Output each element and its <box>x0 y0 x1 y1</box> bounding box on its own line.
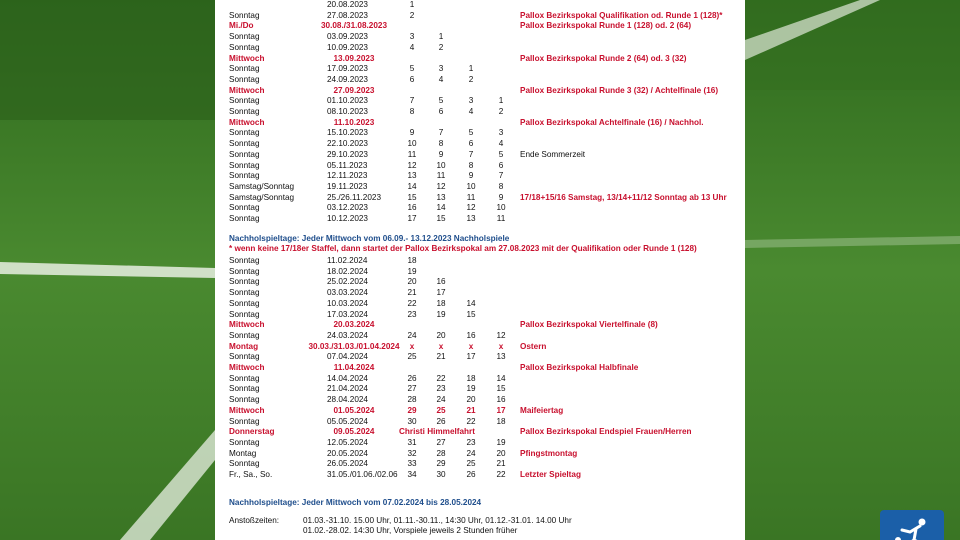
schedule-row <box>229 288 739 299</box>
schedule-row <box>229 459 739 470</box>
day-cell: Sonntag <box>229 64 260 74</box>
date-cell: 20.05.2024 <box>327 448 368 458</box>
matchday-cell: 1 <box>498 96 504 106</box>
schedule-row <box>229 417 739 428</box>
matchday-cell: 4 <box>409 42 415 52</box>
matchday-cell: 15 <box>436 214 446 223</box>
matchday-cell: 16 <box>496 395 506 405</box>
nachhol-note-1: Nachholspieltage: Jeder Mittwoch vom 06.09.- 13.12.2023 Nachholspiele <box>229 234 510 243</box>
date-cell: 30.03./31.03./01.04.2024 <box>308 341 400 351</box>
matchday-cell: 3 <box>409 32 415 42</box>
matchday-cell: 3 <box>468 96 474 106</box>
date-cell: 17.03.2024 <box>327 309 368 319</box>
matchday-cell: 31 <box>407 437 417 447</box>
schedule-row <box>229 43 739 54</box>
kickoff-line-1: 01.03.-31.10. 15.00 Uhr, 01.11.-30.11., 14:30 Uhr, 01.12.-31.01. 14.00 Uhr <box>303 516 572 525</box>
schedule-row <box>229 299 739 310</box>
matchday-cell: 15 <box>496 384 506 394</box>
matchday-cell: 1 <box>409 0 415 9</box>
schedule-row <box>229 256 739 267</box>
day-cell: Montag <box>229 448 257 458</box>
matchday-cell: 5 <box>468 128 474 138</box>
matchday-cell: 7 <box>409 96 415 106</box>
matchday-cell: 9 <box>498 192 504 202</box>
footnote: * wenn keine 17/18er Staffel, dann startet der Pallox Bezirkspokal am 27.08.2023 mit der Qualifikation oder Runde 1 (128) <box>229 244 697 253</box>
schedule-row <box>229 267 739 278</box>
date-cell: 12.11.2023 <box>327 171 368 181</box>
matchday-cell: 18 <box>436 298 446 308</box>
matchday-cell: 17 <box>496 405 506 415</box>
matchday-cell: 5 <box>498 149 504 159</box>
day-cell: Samstag/Sonntag <box>229 192 295 202</box>
matchday-cell: 18 <box>466 373 476 383</box>
matchday-cell: 26 <box>466 470 476 479</box>
day-cell: Sonntag <box>229 32 260 42</box>
schedule-row <box>229 438 739 449</box>
matchday-cell: 17 <box>466 352 476 362</box>
matchday-cell: 10 <box>436 160 446 170</box>
date-cell: 30.08./31.08.2023 <box>320 21 388 31</box>
schedule-row <box>229 427 739 438</box>
matchday-cell: 34 <box>407 470 417 479</box>
schedule-row <box>229 374 739 385</box>
matchday-cell: 4 <box>468 107 474 116</box>
schedule-row <box>229 21 739 32</box>
date-cell: 14.04.2024 <box>327 373 368 383</box>
matchday-cell: 6 <box>498 160 504 170</box>
matchday-cell: 25 <box>466 459 476 469</box>
day-cell: Sonntag <box>229 298 260 308</box>
date-cell: 01.10.2023 <box>327 96 368 106</box>
matchday-cell: 23 <box>466 437 476 447</box>
day-cell: Mittwoch <box>229 363 265 372</box>
matchday-cell: 19 <box>407 266 417 276</box>
day-cell: Mittwoch <box>229 320 265 330</box>
schedule-row <box>229 118 739 129</box>
date-cell: 25./26.11.2023 <box>327 192 382 202</box>
date-cell: 17.09.2023 <box>327 64 368 74</box>
date-cell: 03.09.2023 <box>327 32 368 42</box>
schedule-row <box>229 406 739 417</box>
matchday-cell: 24 <box>407 330 417 340</box>
date-cell: 22.10.2023 <box>327 139 368 149</box>
matchday-cell: 4 <box>498 139 504 149</box>
kickoff-label: Anstoßzeiten: <box>229 516 280 525</box>
matchday-cell: 28 <box>407 395 417 405</box>
matchday-cell: 17 <box>436 288 446 298</box>
schedule-row <box>229 0 739 11</box>
matchday-cell: 13 <box>496 352 506 362</box>
matchday-cell: 21 <box>407 288 417 298</box>
matchday-cell: 14 <box>436 203 446 213</box>
matchday-cell: 16 <box>436 277 446 287</box>
day-cell: Sonntag <box>229 171 260 181</box>
note-cell: 17/18+15/16 Samstag, 13/14+11/12 Sonntag ab 13 Uhr <box>520 192 727 202</box>
matchday-cell: 22 <box>466 416 476 426</box>
day-cell: Sonntag <box>229 256 260 265</box>
matchday-cell: 4 <box>438 74 444 84</box>
matchday-cell: 6 <box>438 107 444 116</box>
matchday-cell: 22 <box>436 373 446 383</box>
matchday-cell: 10 <box>466 181 476 191</box>
note-cell: Ostern <box>520 341 547 351</box>
day-cell: Sonntag <box>229 384 260 394</box>
matchday-cell: 6 <box>468 139 474 149</box>
matchday-cell: 2 <box>409 10 415 20</box>
date-cell: 10.03.2024 <box>327 298 368 308</box>
schedule-row <box>229 54 739 65</box>
matchday-cell: 26 <box>436 416 446 426</box>
schedule-row <box>229 150 739 161</box>
date-cell: 20.03.2024 <box>333 320 375 330</box>
matchday-cell: 1 <box>438 32 444 42</box>
matchday-cell: 17 <box>407 214 417 223</box>
matchday-cell: 21 <box>496 459 506 469</box>
schedule-row <box>229 64 739 75</box>
matchday-cell: 28 <box>436 448 446 458</box>
matchday-cell: 16 <box>466 330 476 340</box>
matchday-cell: 8 <box>409 107 415 116</box>
schedule-row <box>229 11 739 22</box>
date-cell: 03.12.2023 <box>327 203 368 213</box>
matchday-cell: 32 <box>407 448 417 458</box>
schedule-row <box>229 214 739 225</box>
schedule-row <box>229 395 739 406</box>
day-cell: Sonntag <box>229 74 260 84</box>
matchday-cell: 7 <box>498 171 504 181</box>
matchday-cell: 11 <box>496 214 506 223</box>
date-cell: 28.04.2024 <box>327 395 368 405</box>
matchday-cell: 14 <box>407 181 417 191</box>
day-cell: Sonntag <box>229 373 260 383</box>
schedule-row <box>229 384 739 395</box>
note-cell: Pallox Bezirkspokal Viertelfinale (8) <box>520 320 658 330</box>
note-cell: Pallox Bezirkspokal Qualifikation od. Runde 1 (128)* <box>520 10 723 20</box>
matchday-cell: 12 <box>496 330 506 340</box>
day-cell: Sonntag <box>229 437 260 447</box>
note-cell: Pallox Bezirkspokal Halbfinale <box>520 363 639 372</box>
note-cell: Maifeiertag <box>520 405 564 415</box>
schedule-row <box>229 128 739 139</box>
matchday-cell: 12 <box>407 160 417 170</box>
day-cell: Mittwoch <box>229 53 265 63</box>
note-cell: Pallox Bezirkspokal Achtelfinale (16) / Nachhol. <box>520 117 704 127</box>
matchday-cell: 2 <box>498 107 504 116</box>
matchday-cell: 13 <box>407 171 417 181</box>
matchday-cell: 25 <box>407 352 417 362</box>
schedule-row <box>229 193 739 204</box>
matchday-cell: 11 <box>466 192 476 202</box>
schedule-row <box>229 310 739 321</box>
matchday-cell: 19 <box>466 384 476 394</box>
matchday-cell: 24 <box>436 395 446 405</box>
matchday-cell: 23 <box>407 309 417 319</box>
schedule-row <box>229 107 739 118</box>
date-cell: 27.09.2023 <box>333 85 375 95</box>
date-cell: 15.10.2023 <box>327 128 368 138</box>
schedule-row <box>229 320 739 331</box>
date-cell: 20.08.2023 <box>327 0 368 9</box>
football-player-icon[interactable] <box>880 510 944 540</box>
schedule-row <box>229 470 739 481</box>
matchday-cell: 22 <box>407 298 417 308</box>
date-cell: 10.09.2023 <box>327 42 368 52</box>
date-cell: 29.10.2023 <box>327 149 368 159</box>
matchday-cell: 29 <box>436 459 446 469</box>
note-cell: Ende Sommerzeit <box>520 149 586 159</box>
date-cell: 18.02.2024 <box>327 266 368 276</box>
matchday-cell: 3 <box>438 64 444 74</box>
day-cell: Sonntag <box>229 96 260 106</box>
day-cell: Sonntag <box>229 395 260 405</box>
schedule-row <box>229 342 739 353</box>
day-cell: Mittwoch <box>229 405 265 415</box>
schedule-row <box>229 277 739 288</box>
schedule-row <box>229 86 739 97</box>
day-cell: Mittwoch <box>229 117 265 127</box>
matchday-cell: 2 <box>468 74 474 84</box>
note-cell: Pallox Bezirkspokal Runde 3 (32) / Achtelfinale (16) <box>520 85 719 95</box>
matchday-cell: 20 <box>436 330 446 340</box>
matchday-cell: 12 <box>436 181 446 191</box>
date-cell: 11.02.2024 <box>327 256 368 265</box>
matchday-cell: 12 <box>466 203 476 213</box>
schedule-row <box>229 203 739 214</box>
matchday-cell: 27 <box>436 437 446 447</box>
matchday-cell: 19 <box>436 309 446 319</box>
schedule-row <box>229 96 739 107</box>
day-cell: Sonntag <box>229 160 260 170</box>
date-cell: 27.08.2023 <box>327 10 368 20</box>
day-cell: Sonntag <box>229 288 260 298</box>
matchday-cell: 14 <box>466 298 476 308</box>
schedule-row <box>229 449 739 460</box>
matchday-cell: 25 <box>436 405 446 415</box>
day-cell: Mittwoch <box>229 85 265 95</box>
note-cell: Pallox Bezirkspokal Runde 2 (64) od. 3 (32) <box>520 53 687 63</box>
matchday-cell: 29 <box>407 405 417 415</box>
matchday-cell: 15 <box>466 309 476 319</box>
note-cell: Letzter Spieltag <box>520 470 581 479</box>
date-cell: 24.03.2024 <box>327 330 368 340</box>
date-cell: 25.02.2024 <box>327 277 368 287</box>
date-cell: 13.09.2023 <box>333 53 375 63</box>
day-cell: Mi./Do <box>229 21 254 31</box>
matchday-cell: 11 <box>436 171 446 181</box>
schedule-row <box>229 331 739 342</box>
matchday-cell: 9 <box>409 128 415 138</box>
matchday-cell: x <box>498 341 504 351</box>
day-cell: Donnerstag <box>229 427 275 437</box>
day-cell: Montag <box>229 341 259 351</box>
day-cell: Fr., Sa., So. <box>229 470 273 479</box>
day-cell: Sonntag <box>229 459 260 469</box>
matchday-cell: 8 <box>468 160 474 170</box>
kickoff-line-2: 01.02.-28.02. 14:30 Uhr, Vorspiele jeweils 2 Stunden früher <box>303 526 518 535</box>
matchday-cell: 30 <box>436 470 446 479</box>
day-cell: Sonntag <box>229 266 260 276</box>
schedule-row <box>229 161 739 172</box>
date-cell: 24.09.2023 <box>327 74 368 84</box>
matchday-cell: 5 <box>438 96 444 106</box>
day-cell: Sonntag <box>229 416 260 426</box>
matchday-cell: 7 <box>468 149 474 159</box>
day-cell: Sonntag <box>229 214 260 223</box>
schedule-row <box>229 32 739 43</box>
date-cell: 01.05.2024 <box>333 405 375 415</box>
matchday-cell: 11 <box>407 149 417 159</box>
matchday-cell: 19 <box>496 437 506 447</box>
matchday-cell: x <box>468 341 474 351</box>
matchday-cell: 21 <box>436 352 446 362</box>
matchday-cell: 26 <box>407 373 417 383</box>
day-cell: Sonntag <box>229 352 260 362</box>
date-cell: 05.11.2023 <box>327 160 368 170</box>
schedule-row <box>229 182 739 193</box>
matchday-cell: 13 <box>466 214 476 223</box>
schedule-row <box>229 139 739 150</box>
nachhol-note-2: Nachholspieltage: Jeder Mittwoch vom 07.02.2024 bis 28.05.2024 <box>229 498 482 507</box>
matchday-cell: 18 <box>407 256 417 265</box>
schedule-document <box>215 0 745 540</box>
schedule-row <box>229 75 739 86</box>
matchday-cell: 22 <box>496 470 506 479</box>
matchday-cell: 20 <box>496 448 506 458</box>
date-cell: 26.05.2024 <box>327 459 368 469</box>
matchday-cell: 23 <box>436 384 446 394</box>
matchday-cell: 5 <box>409 64 415 74</box>
matchday-cell: 30 <box>407 416 417 426</box>
matchday-cell: 27 <box>407 384 417 394</box>
matchday-cell: 7 <box>438 128 444 138</box>
schedule-row <box>229 363 739 374</box>
day-cell: Sonntag <box>229 330 260 340</box>
day-cell: Sonntag <box>229 128 260 138</box>
day-cell: Sonntag <box>229 139 260 149</box>
matchday-cell: 21 <box>466 405 476 415</box>
matchday-cell: 10 <box>496 203 506 213</box>
matchday-cell: 14 <box>496 373 506 383</box>
matchday-cell: 16 <box>407 203 417 213</box>
matchday-cell: 6 <box>409 74 415 84</box>
date-cell: 05.05.2024 <box>327 416 368 426</box>
matchday-cell: 3 <box>498 128 504 138</box>
matchday-cell: 18 <box>496 416 506 426</box>
date-cell: 03.03.2024 <box>327 288 368 298</box>
day-cell: Sonntag <box>229 42 260 52</box>
day-cell: Sonntag <box>229 107 260 116</box>
date-cell: 08.10.2023 <box>327 107 368 116</box>
date-cell: 12.05.2024 <box>327 437 368 447</box>
holiday-cell: Christi Himmelfahrt <box>399 427 475 437</box>
date-cell: 09.05.2024 <box>333 427 375 437</box>
day-cell: Sonntag <box>229 277 260 287</box>
date-cell: 11.04.2024 <box>333 363 375 372</box>
note-cell: Pallox Bezirkspokal Endspiel Frauen/Herren <box>520 427 692 437</box>
matchday-cell: 9 <box>438 149 444 159</box>
matchday-cell: 1 <box>468 64 474 74</box>
note-cell: Pfingstmontag <box>520 448 578 458</box>
matchday-cell: 10 <box>407 139 417 149</box>
matchday-cell: x <box>438 341 444 351</box>
date-cell: 31.05./01.06./02.06 <box>327 470 398 479</box>
day-cell: Sonntag <box>229 149 260 159</box>
matchday-cell: 8 <box>498 181 504 191</box>
date-cell: 07.04.2024 <box>327 352 368 362</box>
matchday-cell: 20 <box>466 395 476 405</box>
matchday-cell: 9 <box>468 171 474 181</box>
day-cell: Sonntag <box>229 10 260 20</box>
matchday-cell: 2 <box>438 42 444 52</box>
matchday-cell: 8 <box>438 139 444 149</box>
matchday-cell: x <box>409 341 415 351</box>
day-cell: Sonntag <box>229 203 260 213</box>
date-cell: 21.04.2024 <box>327 384 368 394</box>
date-cell: 11.10.2023 <box>333 117 375 127</box>
matchday-cell: 15 <box>407 192 417 202</box>
day-cell: Sonntag <box>229 309 260 319</box>
schedule-row <box>229 352 739 363</box>
matchday-cell: 33 <box>407 459 417 469</box>
day-cell: Samstag/Sonntag <box>229 181 295 191</box>
date-cell: 10.12.2023 <box>327 214 368 223</box>
matchday-cell: 20 <box>407 277 417 287</box>
matchday-cell: 13 <box>436 192 446 202</box>
note-cell: Pallox Bezirkspokal Runde 1 (128) od. 2 (64) <box>520 21 692 31</box>
date-cell: 19.11.2023 <box>327 181 368 191</box>
matchday-cell: 24 <box>466 448 476 458</box>
schedule-row <box>229 171 739 182</box>
